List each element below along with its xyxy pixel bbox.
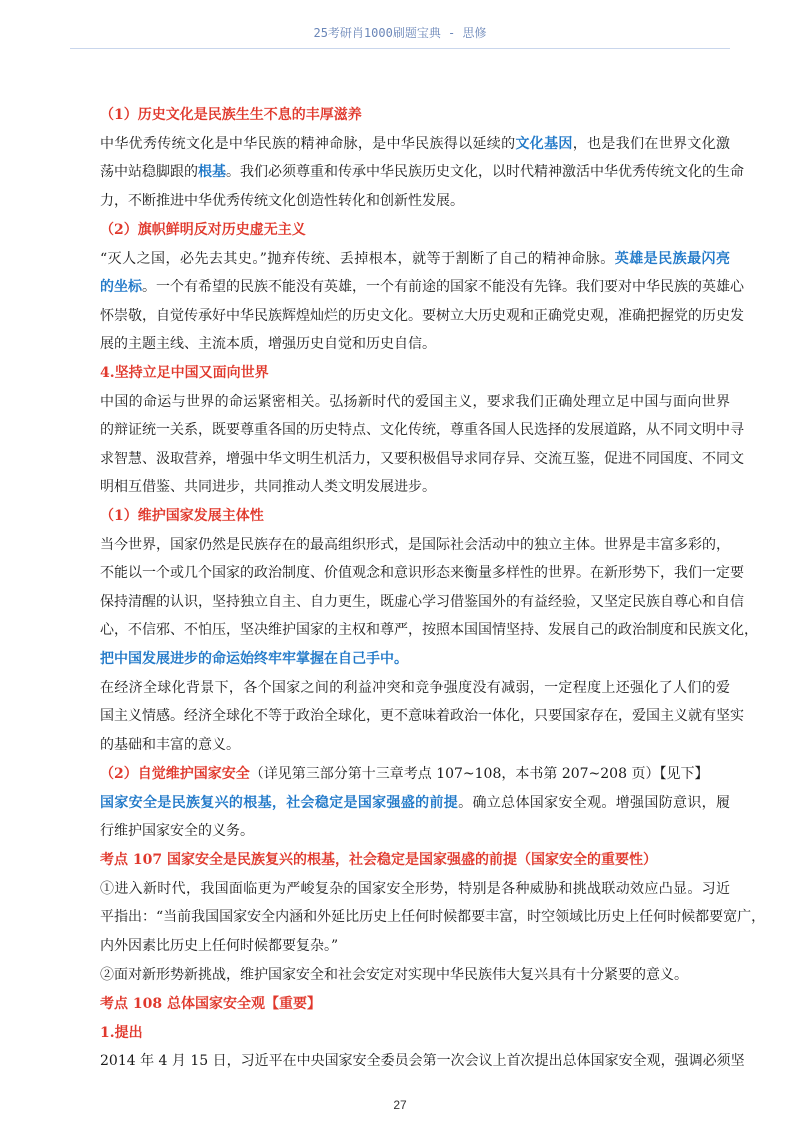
- key-point-107-heading: 考点 107 国家安全是民族复兴的根基，社会稳定是国家强盛的前提（国家安全的重要性）: [100, 852, 657, 868]
- paragraph-line: 在经济全球化背景下，各个国家之间的利益冲突和竞争强度没有减弱，一定程度上还强化了人们的爱: [100, 680, 730, 696]
- paragraph-line: 求智慧、汲取营养，增强中华文明生机活力，又要积极倡导求同存异、交流互鉴，促进不同国度、不同文: [100, 451, 744, 467]
- page-header: 25考研肖1000刷题宝典 - 思修: [313, 26, 487, 40]
- paragraph-line: 内外因素比历史上任何时候都要复杂。”: [100, 938, 339, 954]
- paragraph-line: 国主义情感。经济全球化不等于政治全球化，更不意味着政治一体化，只要国家存在，爱国主义就有坚实: [100, 708, 744, 724]
- highlight-heroes: 英雄是民族最闪亮: [614, 251, 731, 267]
- paragraph-line: 平指出：“当前我国国家安全内涵和外延比历史上任何时候都要丰富，时空领域比历史上任何时候都要宽广，: [100, 909, 766, 925]
- subheading-history-culture: （1）历史文化是民族生生不息的丰厚滋养: [100, 107, 362, 123]
- paragraph-line: 中华优秀传统文化是中华民族的精神命脉，是中华民族得以延续的文化基因，也是我们在世界文化激: [100, 136, 731, 152]
- paragraph-line: 力，不断推进中华优秀传统文化创造性转化和创新性发展。: [100, 193, 464, 209]
- paragraph-line: 荡中站稳脚跟的根基。我们必须尊重和传承中华民族历史文化，以时代精神激活中华优秀传统文化的生命: [100, 164, 744, 180]
- paragraph-line: 心，不信邪、不怕压，坚决维护国家的主权和尊严，按照本国国情坚持、发展自己的政治制度和民族文化，: [100, 622, 758, 638]
- header-divider: [70, 48, 730, 49]
- highlight-cultural-gene: 文化基因: [515, 136, 573, 152]
- paragraph-line: 不能以一个或几个国家的政治制度、价值观念和意识形态来衡量多样性的世界。在新形势下，我们一定要: [100, 565, 744, 581]
- paragraph-line: 中国的命运与世界的命运紧密相关。弘扬新时代的爱国主义，要求我们正确处理立足中国与面向世界: [100, 394, 730, 410]
- key-point-108-heading: 考点 108 总体国家安全观【重要】: [100, 996, 321, 1012]
- subheading-national-security: （2）自觉维护国家安全（详见第三部分第十三章考点 107~108，本书第 207~208 页）【见下】: [100, 766, 709, 782]
- page-number: 27: [393, 1098, 407, 1112]
- paragraph-line: “灭人之国，必先去其史。”抛弃传统、丢掉根本，就等于割断了自己的精神命脉。英雄是民族最闪亮: [100, 251, 731, 267]
- paragraph-line: ①进入新时代，我国面临更为严峻复杂的国家安全形势，特别是各种威胁和挑战联动效应凸显。习近: [100, 881, 730, 897]
- paragraph-line: 怀崇敬，自觉传承好中华民族辉煌灿烂的历史文化。要树立大历史观和正确党史观，准确把握党的历史发: [100, 308, 744, 324]
- section-heading-china-world: 4.坚持立足中国又面向世界: [100, 365, 269, 381]
- paragraph-line: ②面对新形势新挑战，维护国家安全和社会安定对实现中华民族伟大复兴具有十分紧要的意义。: [100, 967, 688, 983]
- cross-reference-note: （详见第三部分第十三章考点 107~108，本书第 207~208 页）【见下】: [249, 766, 709, 782]
- subheading-proposal: 1.提出: [100, 1025, 143, 1041]
- paragraph-line: 展的主题主线、主流本质，增强历史自觉和历史自信。: [100, 336, 436, 352]
- paragraph-line: 的基础和丰富的意义。: [100, 737, 240, 753]
- subheading-national-subjectivity: （1）维护国家发展主体性: [100, 508, 264, 524]
- paragraph-line: 行维护国家安全的义务。: [100, 823, 254, 839]
- highlight-security-foundation: 国家安全是民族复兴的根基，社会稳定是国家强盛的前提: [100, 795, 459, 811]
- subheading-oppose-nihilism: （2）旗帜鲜明反对历史虚无主义: [100, 222, 306, 238]
- highlight-destiny-in-own-hands: 把中国发展进步的命运始终牢牢掌握在自己手中。: [100, 651, 408, 667]
- paragraph-line: 的坐标。一个有希望的民族不能没有英雄，一个有前途的国家不能没有先锋。我们要对中华民族的英雄心: [100, 279, 744, 295]
- paragraph-line: 保持清醒的认识，坚持独立自主、自力更生，既虚心学习借鉴国外的有益经验，又坚定民族自尊心和自信: [100, 594, 744, 610]
- paragraph-line: 的辩证统一关系，既要尊重各国的历史特点、文化传统，尊重各国人民选择的发展道路，从不同文明中寻: [100, 422, 744, 438]
- highlight-foundation: 根基: [198, 164, 226, 180]
- paragraph-line: 明相互借鉴、共同进步，共同推动人类文明发展进步。: [100, 479, 436, 495]
- paragraph-line: 2014 年 4 月 15 日，习近平在中央国家安全委员会第一次会议上首次提出总体国家安全观，强调必须坚: [100, 1053, 745, 1069]
- paragraph-line: 当今世界，国家仍然是民族存在的最高组织形式，是国际社会活动中的独立主体。世界是丰富多彩的，: [100, 537, 730, 553]
- paragraph-line: 国家安全是民族复兴的根基，社会稳定是国家强盛的前提。确立总体国家安全观。增强国防意识，履: [100, 795, 731, 811]
